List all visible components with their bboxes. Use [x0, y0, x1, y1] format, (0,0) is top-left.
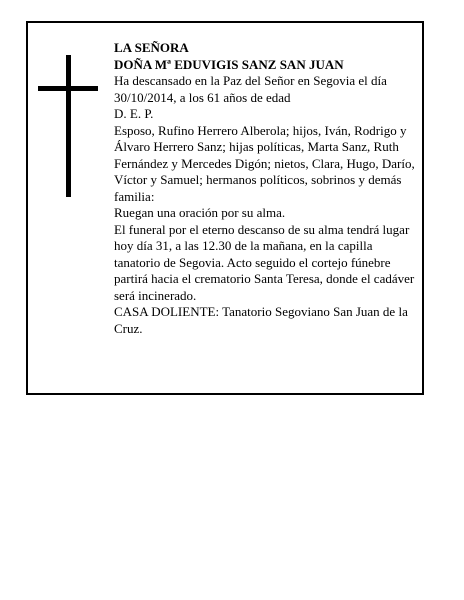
cross-icon	[38, 55, 98, 197]
funeral-details: El funeral por el eterno descanso de su alma tendrá lugar hoy día 31, a las 12.30 de la mañana, en la capilla tanatorio de Segovia. Acto seguido el cortejo fúnebre partirá hacia el crematorio Santa Teresa, donde el cadáver será incinerado.	[114, 221, 415, 303]
family-list: Esposo, Rufino Herrero Alberola; hijos, Iván, Rodrigo y Álvaro Herrero Sanz; hijas políticas, Marta Sanz, Ruth Fernández y Mercedes Digón; nietos, Clara, Hugo, Darío, Víctor y Samuel; hermanos políticos, sobrinos y demás familia:	[114, 122, 415, 204]
cross-horizontal-bar	[38, 86, 98, 91]
notice-title-line1: LA SEÑORA	[114, 40, 189, 55]
notice-title-line2: DOÑA Mª EDUVIGIS SANZ SAN JUAN	[114, 56, 344, 72]
death-announcement: Ha descansado en la Paz del Señor en Segovia el día 30/10/2014, a los 61 años de edad	[114, 73, 387, 105]
mourning-house: CASA DOLIENTE: Tanatorio Segoviano San Juan de la Cruz.	[114, 304, 408, 336]
prayer-request: Ruegan una oración por su alma.	[114, 205, 286, 220]
cross-vertical-bar	[66, 55, 71, 197]
rip-line: D. E. P.	[114, 106, 154, 121]
notice-text	[114, 40, 418, 337]
obituary-notice	[26, 21, 424, 395]
